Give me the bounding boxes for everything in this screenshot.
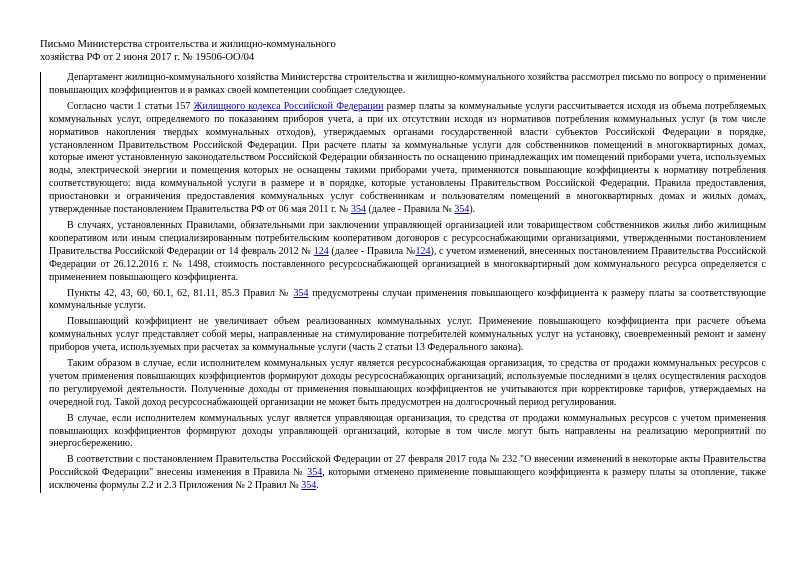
paragraph-points <box>49 288 766 314</box>
link-rules-354[interactable]: 354 <box>307 467 323 479</box>
paragraph-decree-232 <box>49 454 766 493</box>
text-fragment: (далее - Правила № <box>328 245 416 257</box>
paragraph-resource-org: Таким образом в случае, если исполнителем коммунальных услуг является ресурсоснабжающая организация, то средства от продажи коммунальных ресурсов с учетом применения повышающих коэффициентов формируют доходы ресурсоснабжающих организаций, используемые последними в целях осуществления расходов по регулируемой деятельности. Полученные доходы от применения повышающих коэффициентов не учитываются при корректировке тарифов, утверждаемых на очередной год. Такой доход ресурсоснабжающей организации не может быть предусмотрен на долгосрочный период регулирования. <box>49 358 766 408</box>
paragraph-coefficient: Повышающий коэффициент не увеличивает объем реализованных коммунальных услуг. Применение повышающего коэффициента при расчете объема коммунальных услуг представляет собой меры, направленные на стимулирование потребителей коммунальных услуг на установку, своевременный ремонт и замену приборов учета, используемых при расчетах за коммунальные услуги (часть 2 статьи 13 Федерального закона). <box>49 316 766 354</box>
link-rules-124[interactable]: 124 <box>313 245 329 257</box>
document-body <box>40 72 766 493</box>
link-rules-354[interactable]: 354 <box>301 480 317 492</box>
document-title <box>40 38 766 64</box>
paragraph-housing-code <box>49 101 766 217</box>
link-housing-code[interactable]: Жилищного кодекса Российской Федерации <box>193 100 384 112</box>
text-fragment: . <box>316 480 319 492</box>
paragraph-management-org: В случае, если исполнителем коммунальных услуг является управляющая организация, то средства от продажи коммунальных ресурсов с учетом применения повышающих коэффициентов формируют доходы управляющей организаций, которые в том числе могут быть направлены на реализацию мероприятий по энергосбережению. <box>49 412 766 450</box>
link-rules-354[interactable]: 354 <box>350 204 366 216</box>
link-rules-354[interactable]: 354 <box>454 204 470 216</box>
document-title-line-1: Письмо Министерства строительства и жилищно-коммунального <box>40 39 336 50</box>
link-rules-124[interactable]: 124 <box>415 245 431 257</box>
link-rules-354[interactable]: 354 <box>293 287 309 299</box>
paragraph-intro: Департамент жилищно-коммунального хозяйства Министерства строительства и жилищно-коммунального хозяйства рассмотрел письмо по вопросу о применении повышающих коэффициентов и в рамках своей компетенции сообщает следующее. <box>49 72 766 96</box>
text-fragment: Пункты 42, 43, 60, 60.1, 62, 81.11, 85.3 Правил № <box>67 287 294 299</box>
text-fragment: ). <box>469 204 476 216</box>
text-fragment: ), с учетом изменений, внесенных постановлением Правительства Российской Федерации от 26.12.2016 г. № 1498, стоимость поставленного ресурсоснабжающей организацией в многоквартирный дом коммунального ресурса определяется с применением повышающего коэффициента. <box>49 245 766 283</box>
text-fragment: В соответствии с постановлением Правительства Российской Федерации от 27 февраля 2017 года № 232 "О внесении изменений в некоторые акты Правительства Российской Федерации" внесены изменения в Правила № <box>49 454 766 479</box>
text-fragment: , которыми отменено применение повышающего коэффициента к размеру платы за отопление, также исключены формулы 2.2 и 2.3 Приложения № 2 Правил № <box>49 467 766 492</box>
document-page <box>40 38 766 496</box>
text-fragment: (далее - Правила № <box>365 204 455 216</box>
document-title-line-2: хозяйства РФ от 2 июня 2017 г. № 19506-ОО/04 <box>40 52 255 63</box>
text-fragment: Согласно части 1 статьи 157 <box>67 100 194 112</box>
text-fragment: размер платы за коммунальные услуги рассчитывается исходя из объема потребляемых коммунальных услуг, определяемого по показаниям приборов учета, а при их отсутствии исходя из нормативов потребления коммунальных услуг (в том числе нормативов накопления твердых коммунальных отходов), утверждаемых органами государственной власти субъектов Российской Федерации в порядке, установленном Правительством Российской Федерации. При расчете платы за коммунальные услуги для собственников помещений в многоквартирных домах, которые имеют установленную законодательством Российской Федерации обязанность по оснащению принадлежащих им помещений приборами учета, используемых воды, электрической энергии и помещения которых не оснащены такими приборами учета, применяются повышающие коэффициенты к нормативу потребления соответствующего: вида коммунальной услуги в размере и в порядке, которые установлены Правительством Российской Федерации. Правила предоставления, приостановки и ограничения предоставления коммунальных услуг собственникам и пользователям помещений в многоквартирных домах и жилых домах, утвержденные постановлением Правительства РФ от 06 мая 2011 г. № <box>49 100 766 216</box>
text-fragment: В случаях, установленных Правилами, обязательными при заключении управляющей организацией или товариществом собственников жилья либо жилищным кооперативом или иным специализированным потребительским кооперативом договоров с ресурсоснабжающими организациями, утвержденными постановлением Правительства Российской Федерации от 14 февраль 2012 № <box>49 219 766 257</box>
paragraph-rules-124 <box>49 220 766 285</box>
text-fragment: предусмотрены случаи применения повышающего коэффициента к размеру платы за соответствующие коммунальные услуги. <box>49 287 766 312</box>
